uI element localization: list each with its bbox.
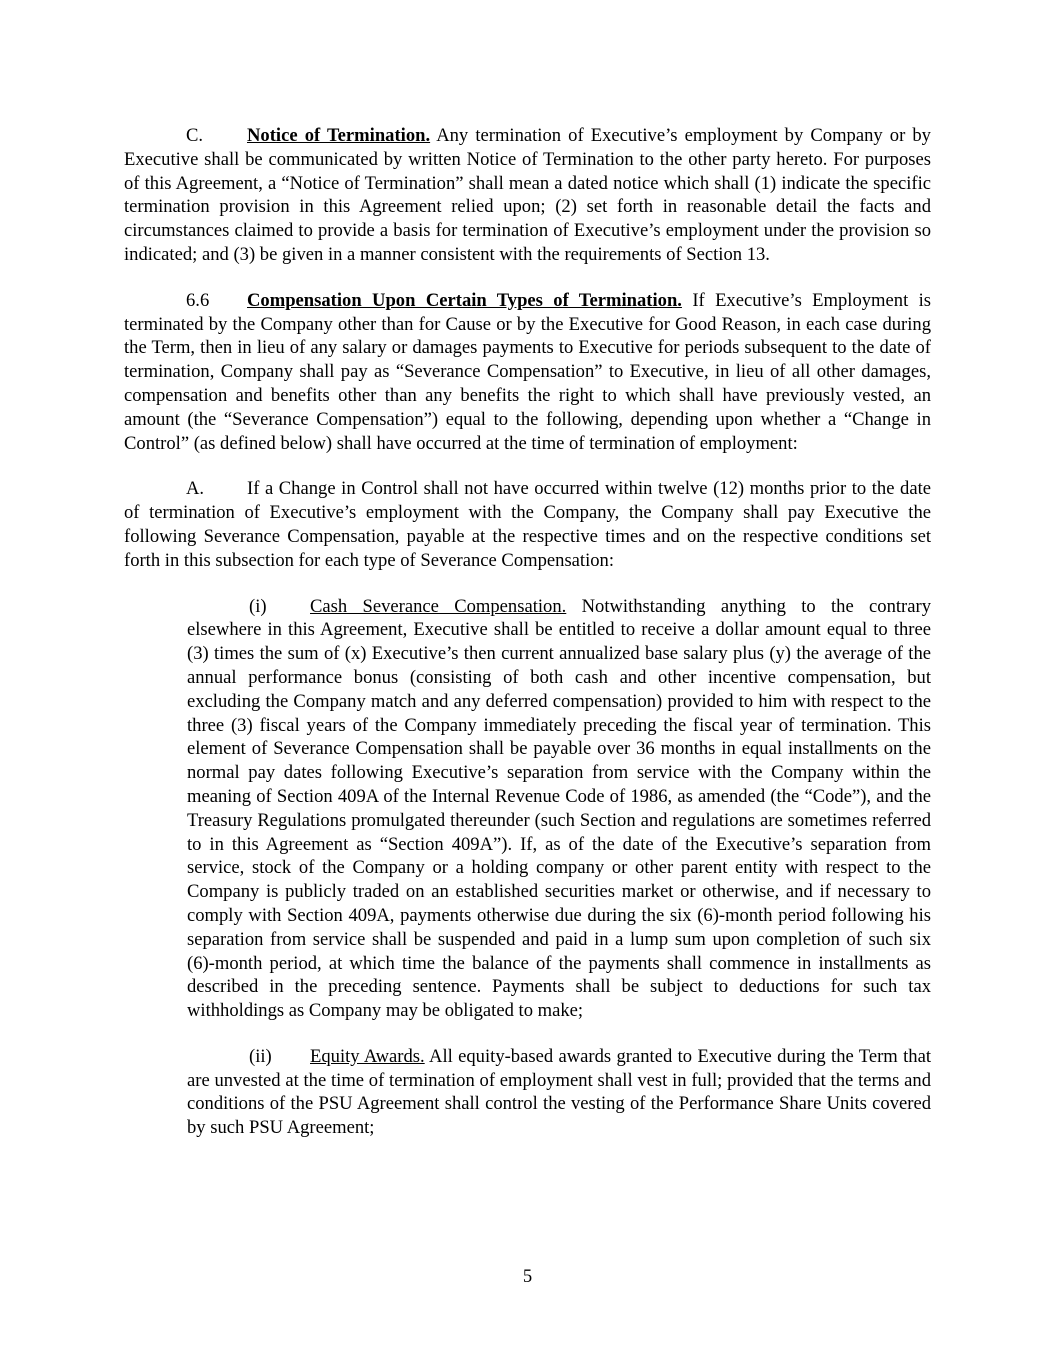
section-6-6-number: 6.6	[186, 289, 210, 311]
section-c-heading: Notice of Termination.	[247, 125, 431, 146]
section-a-number: A.	[186, 478, 205, 500]
section-i-heading: Cash Severance Compensation.	[310, 595, 567, 617]
section-c-notice-of-termination	[124, 124, 931, 267]
page-number: 5	[522, 1266, 533, 1287]
section-a-no-change-in-control	[124, 477, 931, 572]
section-ii-heading: Equity Awards.	[310, 1045, 425, 1067]
section-ii-equity-awards	[187, 1045, 931, 1140]
section-i-cash-severance	[187, 595, 931, 1023]
section-6-6-text: If Executive’s Employment is terminated by the Company other than for Cause or by the Executive for Good Reason, in each case during the Term, then in lieu of any salary or damages payments to Executive for periods subsequent to the date of termination, Company shall pay as “Severance Compensation” to Executive, in lieu of all other damages, compensation and benefits other than any benefits the right to which shall have previously vested, an amount (the “Severance Compensation”) equal to the following, depending upon whether a “Change in Control” (as defined below) shall have occurred at the time of termination of employment:	[124, 289, 931, 454]
document-page	[124, 124, 931, 1162]
section-6-6-compensation	[124, 289, 931, 456]
section-i-number: (i)	[249, 595, 267, 617]
section-ii-text: All equity-based awards granted to Executive during the Term that are unvested at the time of termination of employment shall vest in full; provided that the terms and conditions of the PSU Agreement shall control the vesting of the Performance Share Units covered by such PSU Agreement;	[187, 1045, 931, 1139]
section-ii-number: (ii)	[249, 1045, 272, 1067]
section-6-6-heading: Compensation Upon Certain Types of Termination.	[247, 289, 682, 311]
section-c-number: C.	[186, 125, 204, 146]
section-i-text: Notwithstanding anything to the contrary elsewhere in this Agreement, Executive shall be entitled to receive a dollar amount equal to three (3) times the sum of (x) Executive’s then current annualized base salary plus (y) the average of the annual performance bonus (consisting of both cash and other incentive compensation, but excluding the Company match and any deferred compensation) provided to him with respect to the three (3) fiscal years of the Company immediately preceding the fiscal year of termination. This element of Severance Compensation shall be payable over 36 months in equal installments on the normal pay dates following Executive’s separation from service with the Company within the meaning of Section 409A of the Internal Revenue Code of 1986, as amended (the “Code”), and the Treasury Regulations promulgated thereunder (such Section and regulations are sometimes referred to in this Agreement as “Section 409A”). If, as of the date of the Executive’s separation from service, stock of the Company or a holding company or other parent entity with respect to the Company is publicly traded on an established securities market or otherwise, and if necessary to comply with Section 409A, payments otherwise due during the six (6)-month period following his separation from service shall be suspended and paid in a lump sum upon completion of such six (6)-month period, at which time the balance of the payments shall commence in installments as described in the preceding sentence. Payments shall be subject to deductions for such tax withholdings as Company may be obligated to make;	[187, 595, 931, 1022]
section-a-text: If a Change in Control shall not have occurred within twelve (12) months prior to the date of termination of Executive’s employment with the Company, the Company shall pay Executive the following Severance Compensation, payable at the respective times and on the respective conditions set forth in this subsection for each type of Severance Compensation:	[124, 478, 931, 571]
section-c-text: Any termination of Executive’s employment by Company or by Executive shall be communicated by written Notice of Termination to the other party hereto. For purposes of this Agreement, a “Notice of Termination” shall mean a dated notice which shall (1) indicate the specific termination provision in this Agreement relied upon; (2) set forth in reasonable detail the facts and circumstances claimed to provide a basis for termination of Executive’s employment under the provision so indicated; and (3) be given in a manner consistent with the requirements of Section 13.	[124, 125, 931, 265]
